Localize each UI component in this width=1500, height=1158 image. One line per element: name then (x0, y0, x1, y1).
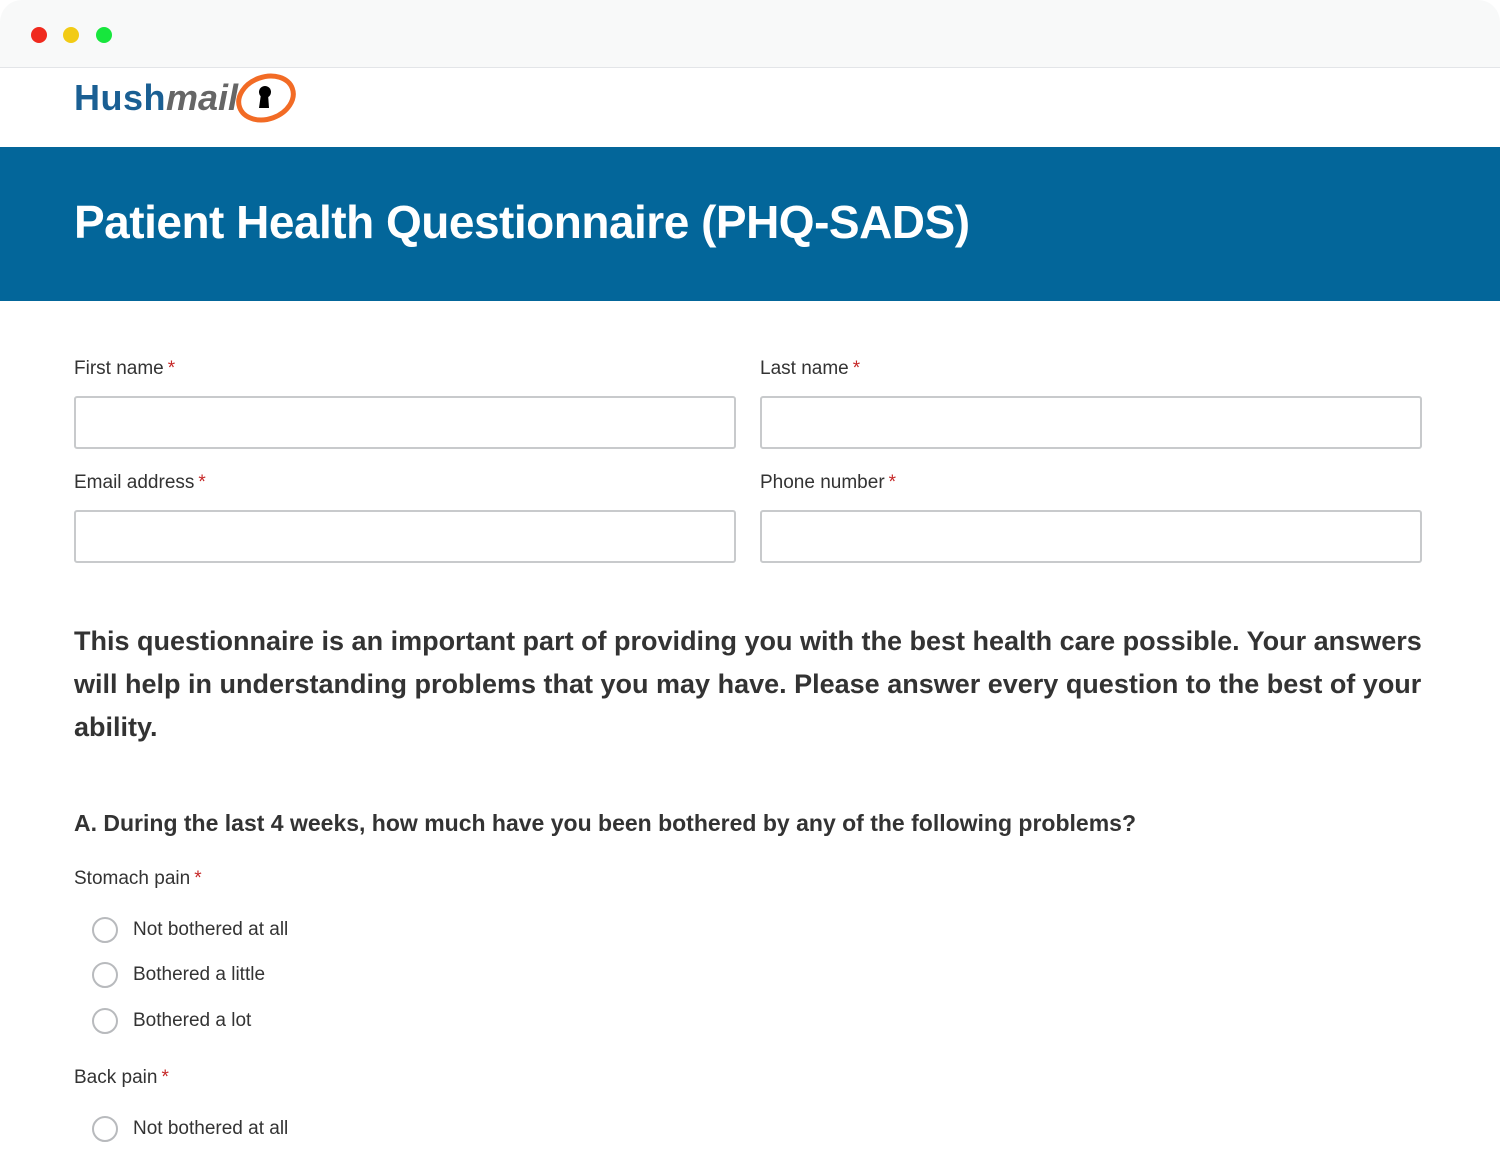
required-marker: * (161, 1067, 169, 1088)
last-name-input[interactable] (760, 396, 1422, 449)
keyhole-logo-icon (234, 72, 298, 124)
option-label[interactable]: Not bothered at all (133, 1118, 289, 1139)
phone-label (760, 472, 1422, 496)
first-name-input[interactable] (74, 396, 736, 449)
email-field (74, 472, 736, 563)
email-label (74, 472, 736, 496)
email-input[interactable] (74, 510, 736, 563)
maximize-window-button[interactable] (96, 27, 112, 43)
radio-option[interactable] (92, 917, 288, 943)
radio-button[interactable] (92, 1008, 118, 1034)
header-banner (0, 147, 1500, 301)
required-marker: * (888, 472, 897, 493)
intro-text: This questionnaire is an important part of providing you with the best health care possible. Your answers will help in understanding problems that you may have. Please answer every question to the best of your ability. (74, 626, 1422, 742)
last-name-field (760, 358, 1422, 449)
close-window-button[interactable] (31, 27, 47, 43)
required-marker: * (852, 358, 861, 379)
question-label: Stomach pain (74, 868, 191, 889)
radio-button[interactable] (92, 917, 118, 943)
required-marker: * (198, 472, 206, 493)
option-label[interactable]: Bothered a little (133, 964, 266, 985)
section-a-title: A. During the last 4 weeks, how much have you been bothered by any of the following problems? (74, 810, 1136, 836)
first-name-field (74, 358, 736, 449)
question-stomach-pain (74, 868, 202, 890)
last-name-label (760, 358, 1422, 382)
phone-field (760, 472, 1422, 563)
radio-option[interactable] (92, 1008, 251, 1034)
first-name-label (74, 358, 736, 382)
phone-input[interactable] (760, 510, 1422, 563)
label-text: First name (74, 358, 164, 379)
option-label[interactable]: Bothered a lot (133, 1010, 252, 1031)
logo-hush: Hush (74, 77, 166, 118)
radio-button[interactable] (92, 1116, 118, 1142)
required-marker: * (167, 358, 176, 379)
radio-option[interactable] (92, 1116, 288, 1142)
page-title: Patient Health Questionnaire (PHQ-SADS) (74, 196, 970, 248)
browser-chrome (0, 0, 1500, 68)
question-back-pain (74, 1067, 169, 1089)
question-label: Back pain (74, 1067, 158, 1088)
label-text: Phone number (760, 472, 885, 493)
hushmail-logo (74, 72, 298, 124)
label-text: Last name (760, 358, 849, 379)
minimize-window-button[interactable] (63, 27, 79, 43)
radio-button[interactable] (92, 962, 118, 988)
logo-mail: mail (166, 77, 239, 118)
radio-option[interactable] (92, 962, 265, 988)
option-label[interactable]: Not bothered at all (133, 919, 289, 940)
required-marker: * (194, 868, 202, 889)
label-text: Email address (74, 472, 195, 493)
